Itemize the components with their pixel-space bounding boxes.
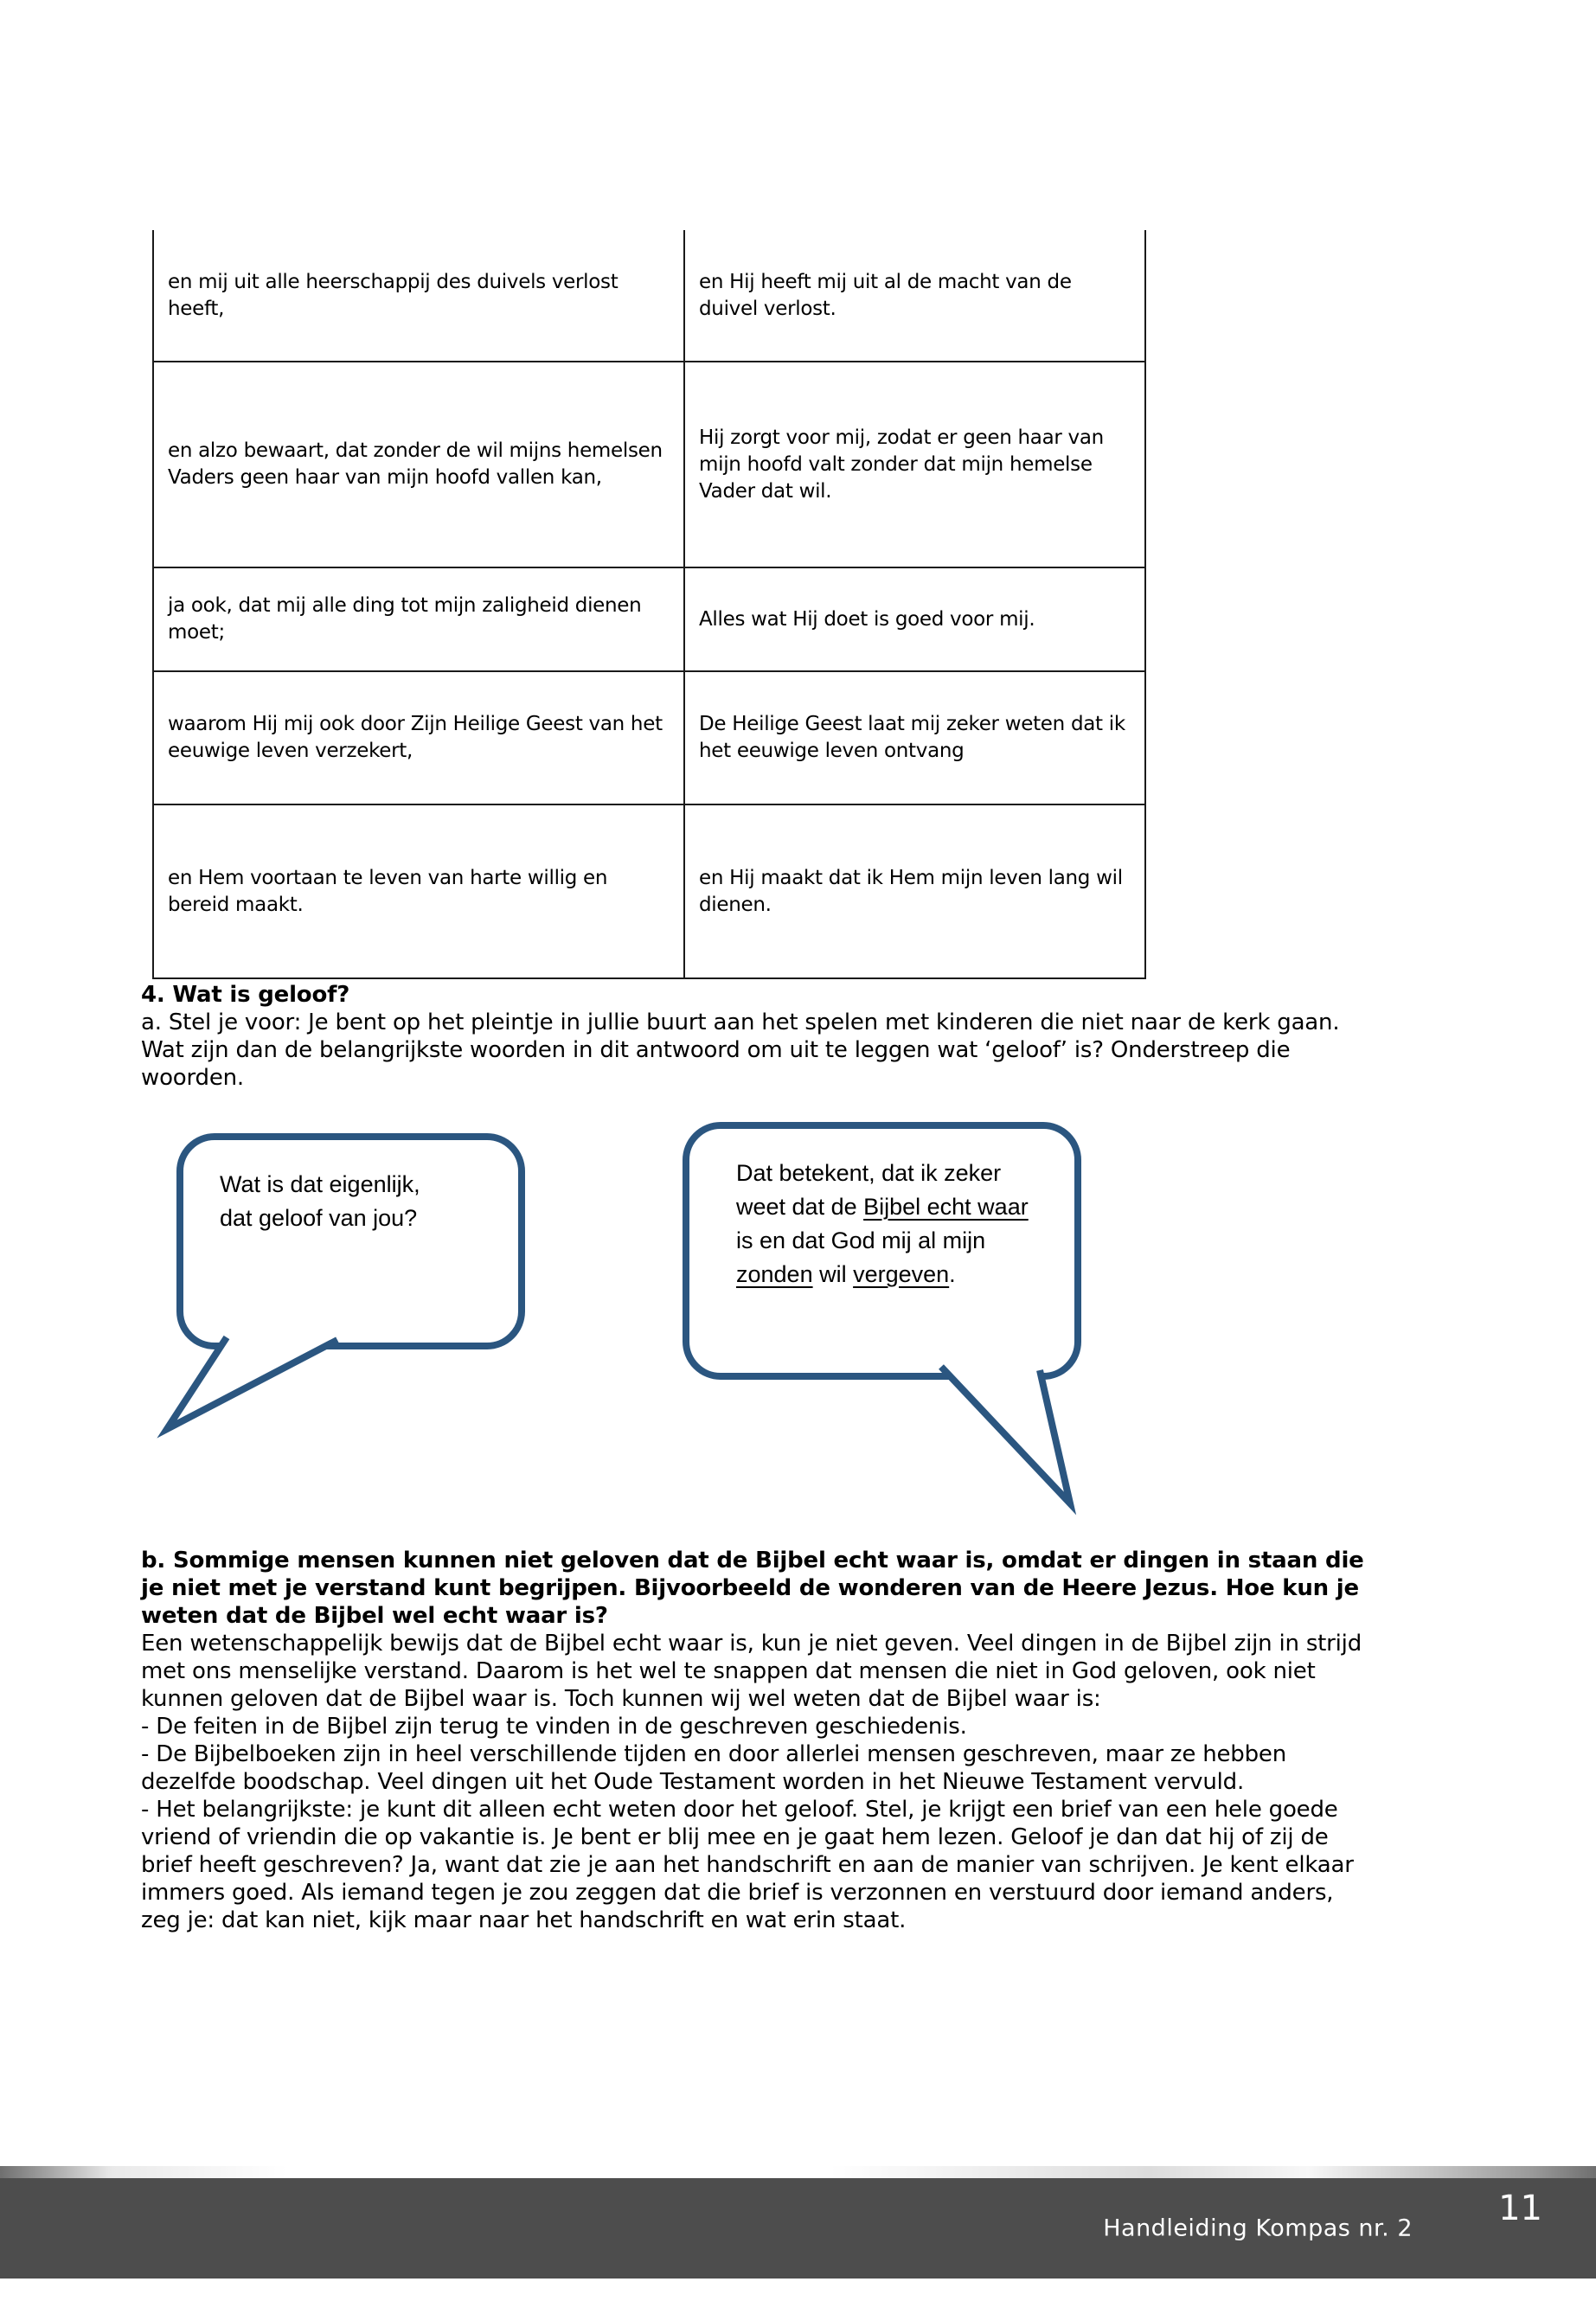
speech-bubble-question: [176, 1133, 525, 1349]
question-line-2: dat geloof van jou?: [220, 1205, 418, 1231]
answer-line-3: is en dat God mij al mijn: [736, 1227, 986, 1253]
section-4-heading: 4. Wat is geloof?: [141, 982, 350, 1008]
table-row: [153, 567, 1145, 671]
footer-page-number: 11: [1498, 2189, 1542, 2228]
section-b: [141, 1547, 1378, 1934]
question-line-1: Wat is dat eigenlijk,: [220, 1171, 420, 1197]
footer-gradient-strip: [0, 2166, 1596, 2178]
table-cell-new-text: en Hij heeft mij uit al de macht van de duivel verlost.: [684, 230, 1145, 362]
table-cell-new-text: Hij zorgt voor mij, zodat er geen haar van mijn hoofd valt zonder dat mijn hemelse Vader dat wil.: [684, 362, 1145, 567]
table-row: [153, 230, 1145, 362]
answer-line-2: weet dat de: [736, 1194, 864, 1220]
answer-line-1: Dat betekent, dat ik zeker: [736, 1160, 1002, 1186]
section-b-bullet-3: - Het belangrijkste: je kunt dit alleen echt weten door het geloof. Stel, je krijgt een brief van een hele goede vriend of vriendin die op vakantie is. Je bent er blij mee en je gaat hem lezen. Geloof je dan dat hij of zij de brief heeft geschreven? Ja, want dat zie je aan het handschrift en aan de manier van schrijven. Je kent elkaar immers goed. Als iemand tegen je zou zeggen dat die brief is verzonnen en verstuurd door iemand anders, zeg je: dat kan niet, kijk maar naar het handschrift en wat erin staat.: [141, 1797, 1354, 1933]
answer-underlined-zonden: zonden: [736, 1261, 813, 1287]
speech-bubble-answer: [683, 1122, 1081, 1380]
answer-underlined-vergeven: vergeven: [853, 1261, 950, 1287]
section-b-paragraph: Een wetenschappelijk bewijs dat de Bijbel echt waar is, kun je niet geven. Veel dingen in de Bijbel zijn in strijd met ons menselijke verstand. Daarom is het wel te snappen dat mensen die niet in God geloven, ook niet kunnen geloven dat de Bijbel waar is. Toch kunnen wij wel weten dat de Bijbel waar is:: [141, 1631, 1362, 1712]
speech-bubble-question-tail: [147, 1330, 355, 1443]
table-cell-new-text: en Hij maakt dat ik Hem mijn leven lang wil dienen.: [684, 804, 1145, 978]
table-row: [153, 362, 1145, 567]
section-b-bullet-2: - De Bijbelboeken zijn in heel verschillende tijden en door allerlei mensen geschreven, maar ze hebben dezelfde boodschap. Veel dingen uit het Oude Testament worden in het Nieuwe Testament vervuld.: [141, 1741, 1286, 1795]
section-4-question-a: a. Stel je voor: Je bent op het pleintje in jullie buurt aan het spelen met kinderen die niet naar de kerk gaan. Wat zijn dan de belangrijkste woorden in dit antwoord om uit te leggen wat ‘geloof’ is? Onderstreep die woorden.: [141, 1009, 1340, 1091]
footer-title: Handleiding Kompas nr. 2: [1103, 2214, 1413, 2242]
footer-bar: [0, 2178, 1596, 2279]
table-cell-new-text: Alles wat Hij doet is goed voor mij.: [684, 567, 1145, 671]
speech-bubble-answer-tail: [917, 1358, 1090, 1518]
section-4: [141, 981, 1378, 1092]
section-b-question: b. Sommige mensen kunnen niet geloven dat de Bijbel echt waar is, omdat er dingen in staan die je niet met je verstand kunt begrijpen. Bijvoorbeeld de wonderen van de Heere Jezus. Hoe kun je weten dat de Bijbel wel echt waar is?: [141, 1548, 1364, 1629]
speech-bubble-answer-text: [689, 1129, 1074, 1292]
table-cell-old-text: en mij uit alle heerschappij des duivels verlost heeft,: [153, 230, 684, 362]
table-cell-old-text: waarom Hij mij ook door Zijn Heilige Geest van het eeuwige leven verzekert,: [153, 671, 684, 804]
table-row: [153, 804, 1145, 978]
answer-underlined-bijbel-echt-waar: Bijbel echt waar: [863, 1194, 1029, 1220]
catechism-table: [152, 230, 1146, 979]
section-b-bullet-1: - De feiten in de Bijbel zijn terug te vinden in de geschreven geschiedenis.: [141, 1714, 967, 1740]
table-cell-old-text: en alzo bewaart, dat zonder de wil mijns hemelsen Vaders geen haar van mijn hoofd vallen kan,: [153, 362, 684, 567]
table-cell-new-text: De Heilige Geest laat mij zeker weten dat ik het eeuwige leven ontvang: [684, 671, 1145, 804]
answer-line-4-period: .: [949, 1261, 956, 1287]
answer-line-4-mid: wil: [812, 1261, 854, 1287]
table-row: [153, 671, 1145, 804]
table-cell-old-text: en Hem voortaan te leven van harte willig en bereid maakt.: [153, 804, 684, 978]
table-cell-old-text: ja ook, dat mij alle ding tot mijn zaligheid dienen moet;: [153, 567, 684, 671]
speech-bubble-question-text: [183, 1140, 518, 1235]
